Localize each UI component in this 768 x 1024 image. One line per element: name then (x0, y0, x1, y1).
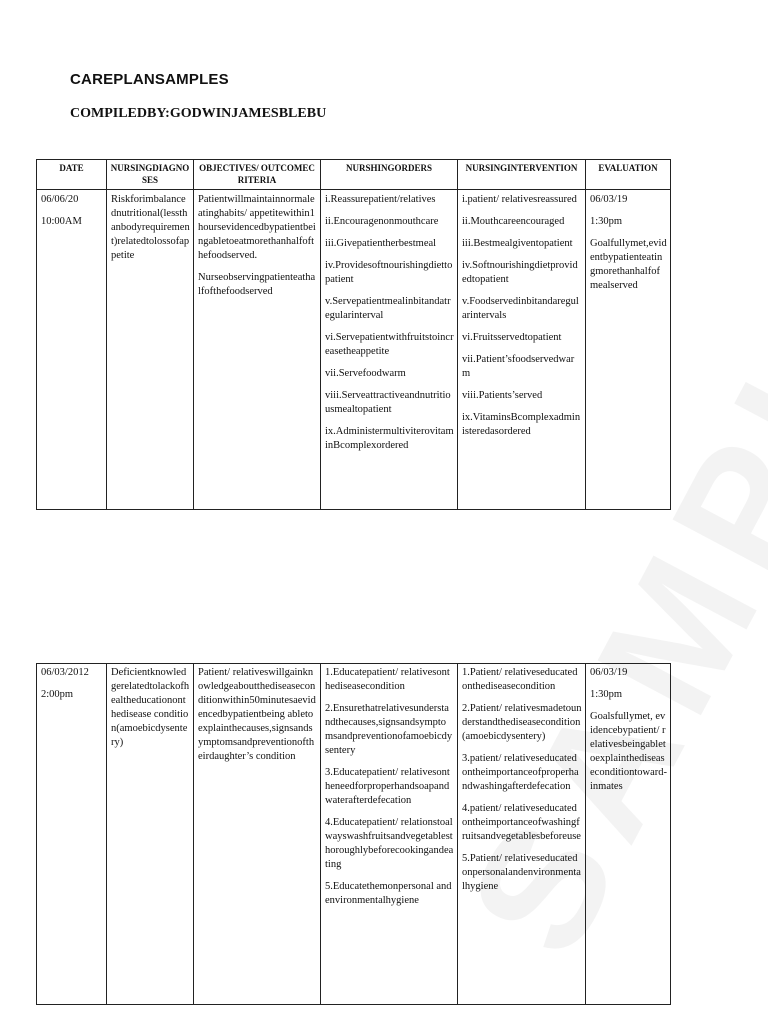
document-title: CAREPLANSAMPLES (70, 71, 229, 88)
cell-line: viii.Serveattractiveandnutritiousmealtopatient (325, 390, 451, 415)
cell-line: 06/03/2012 (41, 667, 89, 678)
cell-line: 5.Educatethemonpersonal andenvironmentalhygiene (325, 881, 452, 906)
cell-line: 1.Educatepatient/ relativesonthediseasecondition (325, 667, 450, 692)
cell-line: v.Servepatientmealinbitandatregularinterval (325, 296, 451, 321)
cell-line: iii.Bestmealgiventopatient (462, 238, 573, 249)
cell-line: 3.Educatepatient/ relativesontheneedforproperhandsoapandwaterafterdefecation (325, 767, 450, 806)
cell-line: iii.Givepatientherbestmeal (325, 238, 437, 249)
cell-line: Goalfullymet,evidentbypatienteatingmorethanhalfofmealserved (590, 238, 667, 291)
orders-cell (321, 664, 458, 1005)
objectives-cell (194, 190, 321, 510)
cell-line: 1:30pm (590, 689, 623, 700)
cell-line: 1:30pm (590, 216, 623, 227)
cell-line: 2:00pm (41, 689, 74, 700)
objectives-cell (194, 664, 321, 1005)
cell-line: ii.Mouthcareencouraged (462, 216, 565, 227)
cell-line: v.Foodservedinbitandaregularintervals (462, 296, 579, 321)
cell-line: 2.Ensurethatrelativesunderstandthecauses,signsandsymptomsandpreventionofamoebicdysentery (325, 703, 453, 756)
cell-line: 4.Educatepatient/ relationstoalwayswashfruitsandvegetablesthoroughlybeforecookingandeating (325, 817, 454, 870)
table-header-row (37, 160, 671, 190)
header-date: DATE (37, 160, 107, 190)
cell-line: vii.Servefoodwarm (325, 368, 406, 379)
care-plan-table-2 (36, 663, 671, 1005)
cell-line: 2.Patient/ relativesmadetounderstandthediseasecondition(amoebicdysentery) (462, 703, 582, 742)
cell-line: vi.Servepatientwithfruitstoincreasetheappetite (325, 332, 454, 357)
cell-line: iv.Providesoftnourishingdiettopatient (325, 260, 453, 285)
table-row (37, 664, 671, 1005)
cell-line: Goalsfullymet, evidencebypatient/ relativesbeingabletoexplainthediseaseconditiontoward- inmates (590, 711, 667, 792)
cell-line: ii.Encouragenonmouthcare (325, 216, 439, 227)
cell-line: iv.Softnourishingdietprovidedtopatient (462, 260, 578, 285)
diagnosis-cell (107, 664, 194, 1005)
cell-line: Nurseobservingpatienteathalfofthefoodserved (198, 272, 316, 297)
cell-line: 06/03/19 (590, 667, 628, 678)
date-cell (37, 664, 107, 1005)
table-row (37, 190, 671, 510)
cell-line: 5.Patient/ relativeseducatedonpersonalandenvironmentalhygiene (462, 853, 581, 892)
cell-line: 1.Patient/ relativeseducatedonthediseasecondition (462, 667, 578, 692)
cell-line: Deficientknowledgerelatedtolackofhealtheducationonthedisease condition(amoebicdysentery) (111, 667, 190, 748)
cell-line: Patientwillmaintainnormaleatinghabits/ appetitewithin1hoursevidencedbypatientbeingabletoeatmorethanhalfofthefoodserved. (198, 194, 316, 261)
diagnosis-cell (107, 190, 194, 510)
cell-line: Patient/ relativeswillgainknowledgeaboutthediseaseconditionwithin50minutesaevidencedbypatientbeing abletoexplainthecauses,signsandsymptomsandpreventionoftheirdaughter’s condition (198, 667, 316, 762)
header-objectives: OBJECTIVES/ OUTCOMECRITERIA (194, 160, 321, 190)
orders-cell (321, 190, 458, 510)
cell-line: ix.VitaminsBcomplexadministeredasordered (462, 412, 581, 437)
cell-line: Riskforimbalancednutritional(lessthanbodyrequirement)relatedtolossofappetite (111, 194, 190, 261)
evaluation-cell (586, 190, 671, 510)
header-evaluation: EVALUATION (586, 160, 671, 190)
cell-line: 06/06/20 (41, 194, 79, 205)
cell-line: vii.Patient’sfoodservedwarm (462, 354, 575, 379)
cell-line: 10:00AM (41, 216, 82, 227)
compiled-by: COMPILEDBY:GODWINJAMESBLEBU (70, 106, 327, 121)
care-plan-table-1 (36, 159, 671, 510)
cell-line: 06/03/19 (590, 194, 628, 205)
cell-line: 4.patient/ relativeseducatedontheimportanceofwashingfruitsandvegetablesbeforeuse (462, 803, 581, 842)
cell-line: viii.Patients’served (462, 390, 543, 401)
cell-line: i.Reassurepatient/relatives (325, 194, 436, 205)
cell-line: 3.patient/ relativeseducatedontheimportanceofproperhandwashingafterdefecation (462, 753, 579, 792)
evaluation-cell (586, 664, 671, 1005)
cell-line: vi.Fruitsservedtopatient (462, 332, 562, 343)
header-diagnoses: NURSINGDIAGNOSES (107, 160, 194, 190)
date-cell (37, 190, 107, 510)
cell-line: ix.AdministermultiviterovitaminBcomplexordered (325, 426, 454, 451)
cell-line: i.patient/ relativesreassured (462, 194, 577, 205)
header-interventions: NURSINGINTERVENTION (458, 160, 586, 190)
interventions-cell (458, 664, 586, 1005)
interventions-cell (458, 190, 586, 510)
header-orders: NURSHINGORDERS (321, 160, 458, 190)
